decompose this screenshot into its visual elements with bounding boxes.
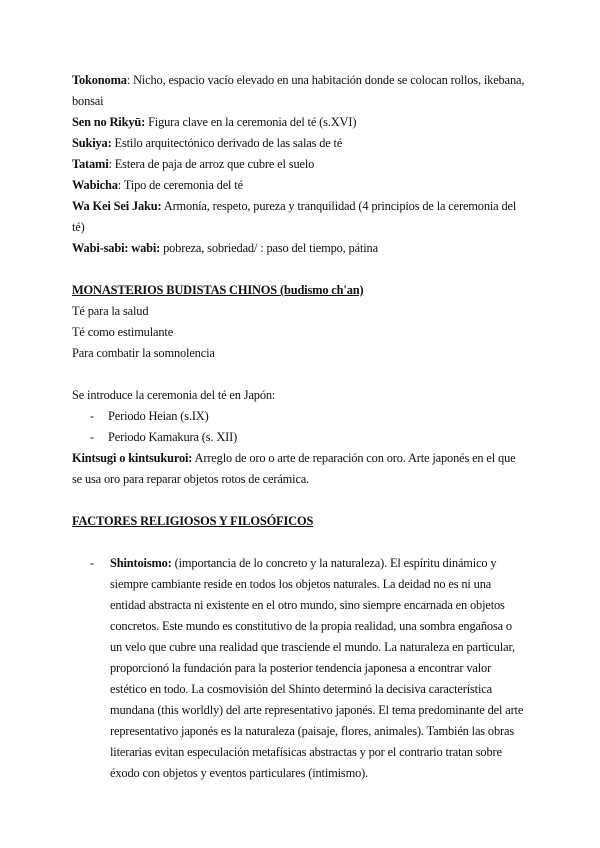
glossary-sep: : bbox=[108, 157, 115, 171]
shintoismo-text: literarias evitan especulación metafísicas abstractas y por el contrario tratan sobre bbox=[110, 745, 502, 759]
shintoismo-text: concretos. Este mundo es constitutivo de la propia realidad, una sombra engañosa o bbox=[110, 619, 512, 633]
list-dash: - bbox=[90, 409, 95, 423]
glossary-term: Tokonoma bbox=[72, 73, 127, 87]
glossary-tokonoma-cont: bonsai bbox=[72, 94, 104, 108]
glossary-wa-kei-sei-jaku bbox=[72, 198, 516, 214]
shintoismo-text: representativo japonés es la naturaleza (paisaje, flores, animales). También las obras bbox=[110, 724, 515, 738]
glossary-sep: : bbox=[117, 178, 124, 192]
glossary-sep: : bbox=[126, 73, 134, 87]
kintsugi-cont: se usa oro para reparar objetos rotos de cerámica. bbox=[72, 472, 310, 486]
monasterios-line: Té para la salud bbox=[72, 304, 149, 318]
heading-factores: FACTORES RELIGIOSOS Y FILOSÓFICOS bbox=[72, 514, 314, 528]
period-kamakura: Periodo Kamakura (s. XII) bbox=[108, 430, 238, 444]
period-heian: Periodo Heian (s.IX) bbox=[108, 409, 209, 423]
glossary-wa-kei-sei-jaku-cont: té) bbox=[72, 220, 85, 234]
ceremonia-intro: Se introduce la ceremonia del té en Japón: bbox=[72, 388, 276, 402]
glossary-definition: Estera de paja de arroz que cubre el suelo bbox=[114, 157, 315, 171]
list-dash: - bbox=[90, 430, 95, 444]
glossary-definition: Tipo de ceremonia del té bbox=[123, 178, 243, 192]
shintoismo-line bbox=[110, 555, 496, 571]
shintoismo-text: entidad abstracta ni existente en el otro mundo, sino siempre encarnada en objetos bbox=[110, 598, 505, 612]
kintsugi-line bbox=[72, 450, 515, 466]
shintoismo-term: Shintoismo: bbox=[110, 556, 172, 570]
glossary-term: Sen no Rikyū: bbox=[72, 115, 146, 129]
glossary-wabicha bbox=[72, 177, 243, 193]
glossary-tatami bbox=[72, 156, 314, 172]
glossary-term: Wabi-sabi: wabi: bbox=[72, 241, 161, 255]
heading-monasterios: MONASTERIOS BUDISTAS CHINOS (budismo ch'an) bbox=[72, 283, 364, 297]
monasterios-line: Para combatir la somnolencia bbox=[72, 346, 215, 360]
glossary-term: Tatami bbox=[72, 157, 109, 171]
glossary-definition: Nicho, espacio vacío elevado en una habitación donde se colocan rollos, ikebana, bbox=[133, 73, 525, 87]
kintsugi-term: Kintsugi o kintsukuroi: bbox=[72, 451, 193, 465]
glossary-term: Wabicha bbox=[72, 178, 118, 192]
list-dash: - bbox=[90, 556, 95, 570]
monasterios-line: Té como estimulante bbox=[72, 325, 174, 339]
glossary-sen-no-rikyu bbox=[72, 114, 356, 130]
glossary-term: Wa Kei Sei Jaku: bbox=[72, 199, 162, 213]
shintoismo-text: estético en todo. La cosmovisión del Shinto determinó la decisiva característica bbox=[110, 682, 492, 696]
shintoismo-text: (importancia de lo concreto y la naturaleza). El espíritu dinámico y bbox=[171, 556, 497, 570]
glossary-wabi-sabi bbox=[72, 240, 378, 256]
glossary-tokonoma bbox=[72, 72, 524, 88]
glossary-definition: Figura clave en la ceremonia del té (s.XVI) bbox=[148, 115, 357, 129]
glossary-sukiya bbox=[72, 135, 342, 151]
shintoismo-text: mundana (this worldly) del arte representativo japonés. El tema predominante del arte bbox=[110, 703, 524, 717]
shintoismo-text: proporcionó la fundación para la posterior tendencia japonesa a encontrar valor bbox=[110, 661, 492, 675]
kintsugi-definition: Arreglo de oro o arte de reparación con oro. Arte japonés en el que bbox=[192, 451, 516, 465]
glossary-term: Sukiya: bbox=[72, 136, 112, 150]
glossary-definition: Estilo arquitectónico derivado de las salas de té bbox=[114, 136, 343, 150]
shintoismo-text: éxodo con objetos y eventos particulares (intimismo). bbox=[110, 766, 369, 780]
shintoismo-text: un velo que cubre una realidad que trasciende el mundo. La naturaleza en particular, bbox=[110, 640, 515, 654]
glossary-definition: Armonía, respeto, pureza y tranquilidad (4 principios de la ceremonia del bbox=[163, 199, 517, 213]
shintoismo-text: siempre cambiante reside en todos los objetos naturales. La deidad no es ni una bbox=[110, 577, 492, 591]
glossary-definition: pobreza, sobriedad/ : paso del tiempo, pátina bbox=[163, 241, 378, 255]
